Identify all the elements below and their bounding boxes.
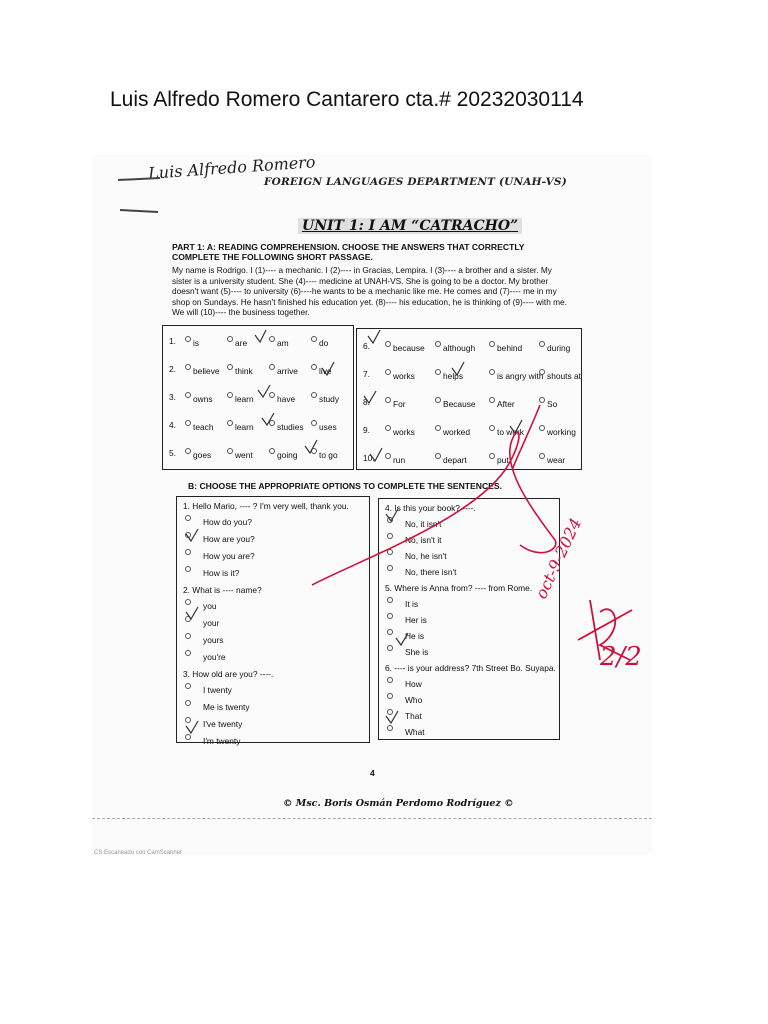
option-label: behind — [497, 342, 523, 353]
check-mark — [396, 633, 408, 645]
option-label: What — [405, 726, 425, 737]
option-label: run — [393, 454, 406, 465]
option-label: After — [497, 398, 515, 409]
option-label: teach — [193, 421, 214, 432]
option-label: study — [319, 393, 340, 404]
option-label: works — [393, 370, 415, 381]
option-label: worked — [443, 426, 470, 437]
option-label: For — [393, 398, 406, 409]
option-label: have — [277, 393, 296, 404]
reading-passage: My name is Rodrigo. I (1)---- a mechanic. I (2)---- in Gracias, Lempira. I (3)---- a brother and a sister. My sister is a university student. She (4)---- medicine at UNAH-VS. She is going to be a doctor. My brother doesn't want (5)---- to university (6)----he wants to be a mechanic like me. He comes and (7)---- me in my shop on Sundays. He hasn't finished his education yet. (8)---- his education, he is thinking of (9)---- with me. We will (10)---- the business together. — [172, 265, 567, 317]
option-label: She is — [405, 646, 429, 657]
question-number: 1. — [169, 336, 176, 346]
option-label: although — [443, 342, 476, 353]
option-label: Because — [443, 398, 476, 409]
pencil-stroke — [118, 178, 160, 212]
check-mark — [368, 330, 380, 343]
check-mark — [262, 413, 274, 425]
question-number: 5. — [169, 448, 176, 458]
option-label: I twenty — [203, 684, 232, 695]
option-label: you — [203, 600, 217, 611]
option-label: I'm twenty — [203, 735, 241, 746]
check-mark — [305, 440, 317, 453]
question-number: 7. — [363, 369, 370, 379]
option-label: It is — [405, 598, 419, 609]
option-label: works — [393, 426, 415, 437]
option-label: Me is twenty — [203, 701, 250, 712]
option-label: do — [319, 337, 329, 348]
check-mark — [186, 607, 198, 619]
footer-author: © Msc. Boris Osmán Perdomo Rodríguez © — [283, 798, 514, 809]
option-label: during — [547, 342, 571, 353]
check-mark — [186, 721, 198, 733]
check-mark — [370, 448, 382, 461]
option-label: So — [547, 398, 558, 409]
option-label: Who — [405, 694, 423, 705]
option-label: went — [235, 449, 253, 460]
check-mark — [364, 391, 376, 403]
option-label: I've twenty — [203, 718, 243, 729]
question-number: 8. — [363, 397, 370, 407]
question-number: 4. — [169, 420, 176, 430]
option-label: are — [235, 337, 248, 348]
check-mark — [386, 711, 398, 723]
check-mark — [186, 529, 198, 541]
option-label: No, it isn't — [405, 518, 442, 529]
option-label: arrive — [277, 365, 298, 376]
student-header: Luis Alfredo Romero Cantarero cta.# 20232030114 — [110, 88, 584, 111]
option-label: How are you? — [203, 533, 255, 544]
part_b_left-question-2: 2. What is ---- name? — [183, 585, 262, 595]
option-label: yours — [203, 634, 224, 645]
check-mark — [510, 420, 522, 433]
check-mark — [452, 362, 464, 375]
option-label: helps — [443, 370, 464, 381]
grade-score: 2/2 — [600, 642, 642, 672]
option-label: How you are? — [203, 550, 255, 561]
option-label: you're — [203, 651, 226, 662]
part_b_left-question-1: 1. Hello Mario, ---- ? I'm very well, thank you. — [183, 501, 349, 511]
option-label: How — [405, 678, 422, 689]
option-label: is — [193, 337, 200, 348]
option-label: because — [393, 342, 425, 353]
check-mark — [322, 362, 334, 375]
part_b_right-question-1: 4. Is this your book? ----. — [385, 503, 476, 513]
camscanner-mark: CS Escaneado con CamScanner — [94, 850, 183, 856]
option-label: shouts at — [547, 370, 581, 381]
option-label: am — [277, 337, 289, 348]
option-label: Her is — [405, 614, 427, 625]
option-label: your — [203, 617, 220, 628]
grade-date: oct-9-2024 — [531, 515, 586, 602]
option-label: How is it? — [203, 567, 240, 578]
part_b_right-question-2: 5. Where is Anna from? ---- from Rome. — [385, 583, 533, 593]
option-label: put — [497, 454, 509, 465]
part-b-heading: B: CHOOSE THE APPROPRIATE OPTIONS TO COMPLETE THE SENTENCES. — [188, 481, 503, 491]
option-label: think — [235, 365, 253, 376]
option-label: is angry with — [497, 370, 544, 381]
option-label: believe — [193, 365, 220, 376]
option-label: uses — [319, 421, 337, 432]
question-number: 3. — [169, 392, 176, 402]
question-number: 9. — [363, 425, 370, 435]
question-number: 6. — [363, 341, 370, 351]
option-label: No, isn't it — [405, 534, 442, 545]
option-label: He is — [405, 630, 425, 641]
option-label: working — [547, 426, 576, 437]
option-label: How do you? — [203, 516, 252, 527]
option-label: No, he isn't — [405, 550, 447, 561]
department-title: FOREIGN LANGUAGES DEPARTMENT (UNAH-VS) — [264, 176, 567, 188]
page-number: 4 — [370, 768, 375, 778]
question-number: 10. — [363, 453, 375, 463]
option-label: live — [319, 365, 332, 376]
option-label: to work — [497, 426, 524, 437]
part-a-heading: PART 1: A: READING COMPREHENSION. CHOOSE THE ANSWERS THAT CORRECTLY COMPLETE THE FOLLOWING SHORT PASSAGE. — [172, 242, 525, 262]
option-label: studies — [277, 421, 304, 432]
option-label: depart — [443, 454, 467, 465]
question-number: 2. — [169, 364, 176, 374]
red-tick-mark — [512, 405, 540, 470]
option-label: to go — [319, 449, 338, 460]
check-mark — [386, 509, 398, 521]
part_b_right-question-3: 6. ---- is your address? 7th Street Bo. Suyapa. — [385, 663, 556, 673]
handwritten-name: Luis Alfredo Romero — [147, 152, 317, 183]
option-label: learn — [235, 393, 254, 404]
option-label: That — [405, 710, 422, 721]
option-label: goes — [193, 449, 212, 460]
option-label: wear — [547, 454, 566, 465]
option-label: No, there isn't — [405, 566, 457, 577]
check-mark — [255, 330, 266, 342]
option-label: owns — [193, 393, 213, 404]
part_b_left-question-3: 3. How old are you? ----. — [183, 669, 274, 679]
option-label: going — [277, 449, 298, 460]
unit-title: UNIT 1: I AM “CATRACHO” — [298, 218, 522, 234]
option-label: learn — [235, 421, 254, 432]
check-mark — [258, 385, 270, 397]
